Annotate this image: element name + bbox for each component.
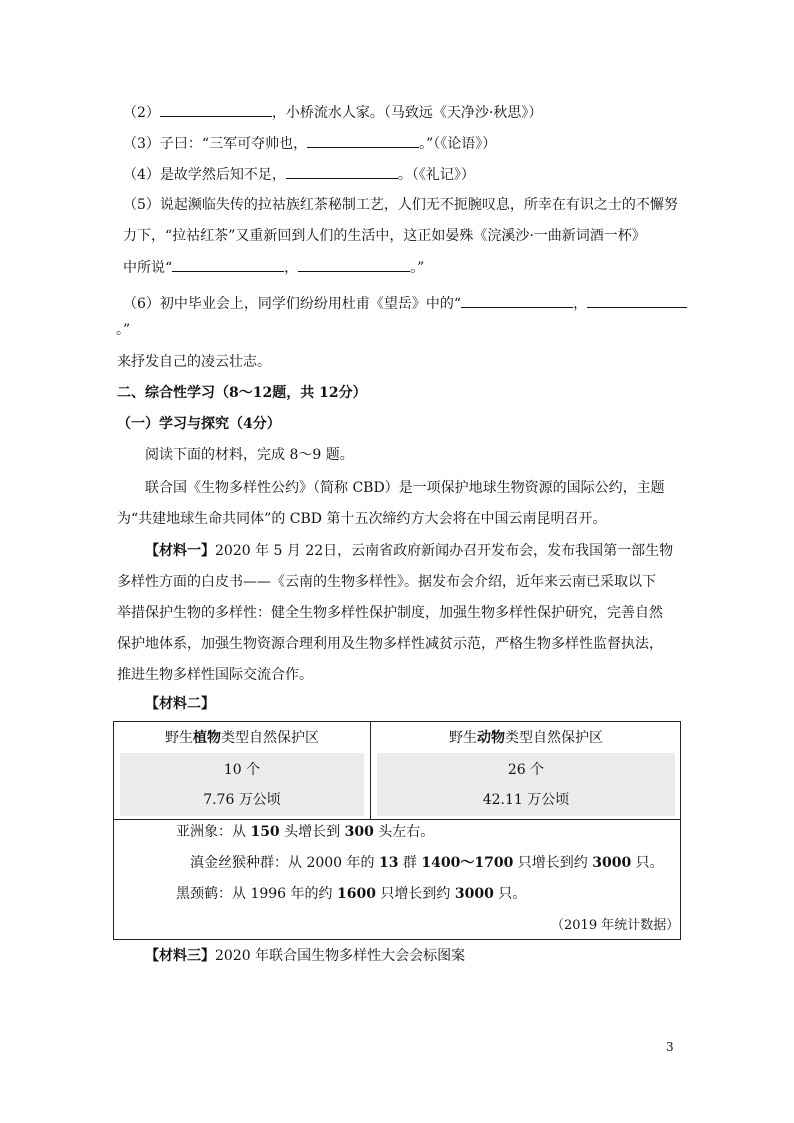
material-3-text: 2020 年联合国生物多样性大会会标图案 [215,948,466,964]
plant-reserve-count: 10 个 [223,762,261,778]
row-divider [114,819,680,820]
animal-reserve-count: 26 个 [507,762,545,778]
asian-elephant-stat [176,822,434,842]
black-necked-crane-stat [176,884,526,904]
material-1-line-2: 多样性方面的白皮书——《云南的生物多样性》。据发布会介绍，近年来云南已采取以下 [117,574,656,590]
stat-text: 头增长到 [279,824,345,840]
material-3-line [145,946,465,966]
material-1-line-1 [145,541,673,561]
plant-reserve-header [114,728,370,748]
header-text: 类型自然保护区 [505,730,603,746]
item-6-line-2: 。” [116,322,131,338]
item-6-mid: ， [573,296,588,312]
answer-blank[interactable] [160,102,272,117]
item-5-mid: ， [284,260,299,276]
material-1-text: 2020 年 5 月 22日，云南省政府新闻办召开发布会，发布我国第一部生物 [215,543,674,559]
stat-text: 头左右。 [373,824,435,840]
plant-reserve-area: 7.76 万公顷 [203,792,281,808]
item-2-number: （2） [123,105,160,121]
stat-text: 只。 [631,855,664,871]
animal-reserve-header [371,728,681,748]
item-4-head: （4）是故学然后知不足， [123,167,286,183]
stat-number: 300 [344,824,374,840]
header-text: 野生 [449,730,477,746]
data-source-note: （2019 年统计数据） [551,918,680,933]
stat-number: 3000 [454,886,494,902]
item-5-line-1: （5）说起濒临失传的拉祜族红茶秘制工艺，人们无不扼腕叹息，所幸在有识之士的不懈努 [123,197,678,213]
stat-text: 只增长到约 [375,886,455,902]
header-text: 野生 [165,730,193,746]
material-1-line-3: 举措保护生物的多样性：健全生物多样性保护制度，加强生物多样性保护研究，完善自然 [117,605,663,621]
answer-blank[interactable] [307,133,419,148]
material-1-label: 【材料一】 [145,543,215,559]
stat-number: 1600 [336,886,376,902]
header-bold-text: 植物 [193,730,221,746]
stat-text: 亚洲象：从 [176,824,251,840]
item-5-head: 中所说“ [123,260,173,276]
animal-reserve-area: 42.11 万公顷 [482,792,570,808]
item-4 [123,164,475,185]
answer-blank[interactable] [587,293,687,308]
header-text: 类型自然保护区 [221,730,319,746]
item-3-head: （3）子曰：“三军可夺帅也， [123,136,308,152]
material-1-line-4: 保护地体系，加强生物资源合理利用及生物多样性减贫示范，严格生物多样性监督执法， [117,636,663,652]
stat-text: 群 [398,855,422,871]
stat-text: 滇金丝猴种群：从 2000 年的 [190,855,379,871]
material-2-table [113,721,681,940]
header-bold-text: 动物 [477,730,505,746]
intro-line-1: 联合国《生物多样性公约》（简称 CBD）是一项保护地球生物资源的国际公约，主题 [145,480,665,496]
item-5-line-2: 力下，“拉祜红茶”又重新回到人们的生活中，这正如晏殊《浣溪沙·一曲新词酒一杯》 [123,228,646,244]
item-2 [123,102,542,123]
material-2-label: 【材料二】 [145,696,215,712]
answer-blank[interactable] [461,293,573,308]
sub-section-title: （一）学习与探究（4分） [117,416,281,432]
answer-blank[interactable] [298,257,410,272]
answer-blank[interactable] [286,164,398,179]
stat-text: 只增长到约 [513,855,593,871]
stat-number: 13 [378,855,399,871]
item-6-line-1 [123,293,687,314]
item-6-line-3: 来抒发自己的凌云壮志。 [117,354,271,370]
item-2-text: ，小桥流水人家。（马致远《天净沙·秋思》） [271,105,543,121]
stat-text: 黑颈鹤：从 1996 年的约 [176,886,337,902]
page-number: 3 [666,1040,674,1054]
stat-number: 3000 [592,855,632,871]
answer-blank[interactable] [172,257,284,272]
material-1-line-5: 推进生物多样性国际交流合作。 [117,667,313,683]
intro-line-2: 为“共建地球生命共同体”的 CBD 第十五次缔约方大会将在中国云南昆明召开。 [117,511,607,527]
material-3-label: 【材料三】 [145,948,215,964]
instruction: 阅读下面的材料，完成 8～9 题。 [145,447,354,463]
item-3 [123,133,496,154]
stat-number: 1400～1700 [421,855,514,871]
golden-monkey-stat [190,853,664,873]
item-4-tail: 。（《礼记》） [397,167,475,183]
item-3-tail: 。”（《论语》） [419,136,497,152]
item-5-tail: 。” [410,260,425,276]
item-6-head: （6）初中毕业会上，同学们纷纷用杜甫《望岳》中的“ [123,296,462,312]
stat-number: 150 [250,824,280,840]
section-title: 二、综合性学习（8～12题，共 12分） [117,385,367,401]
item-5-line-3 [123,257,424,278]
stat-text: 只。 [493,886,527,902]
